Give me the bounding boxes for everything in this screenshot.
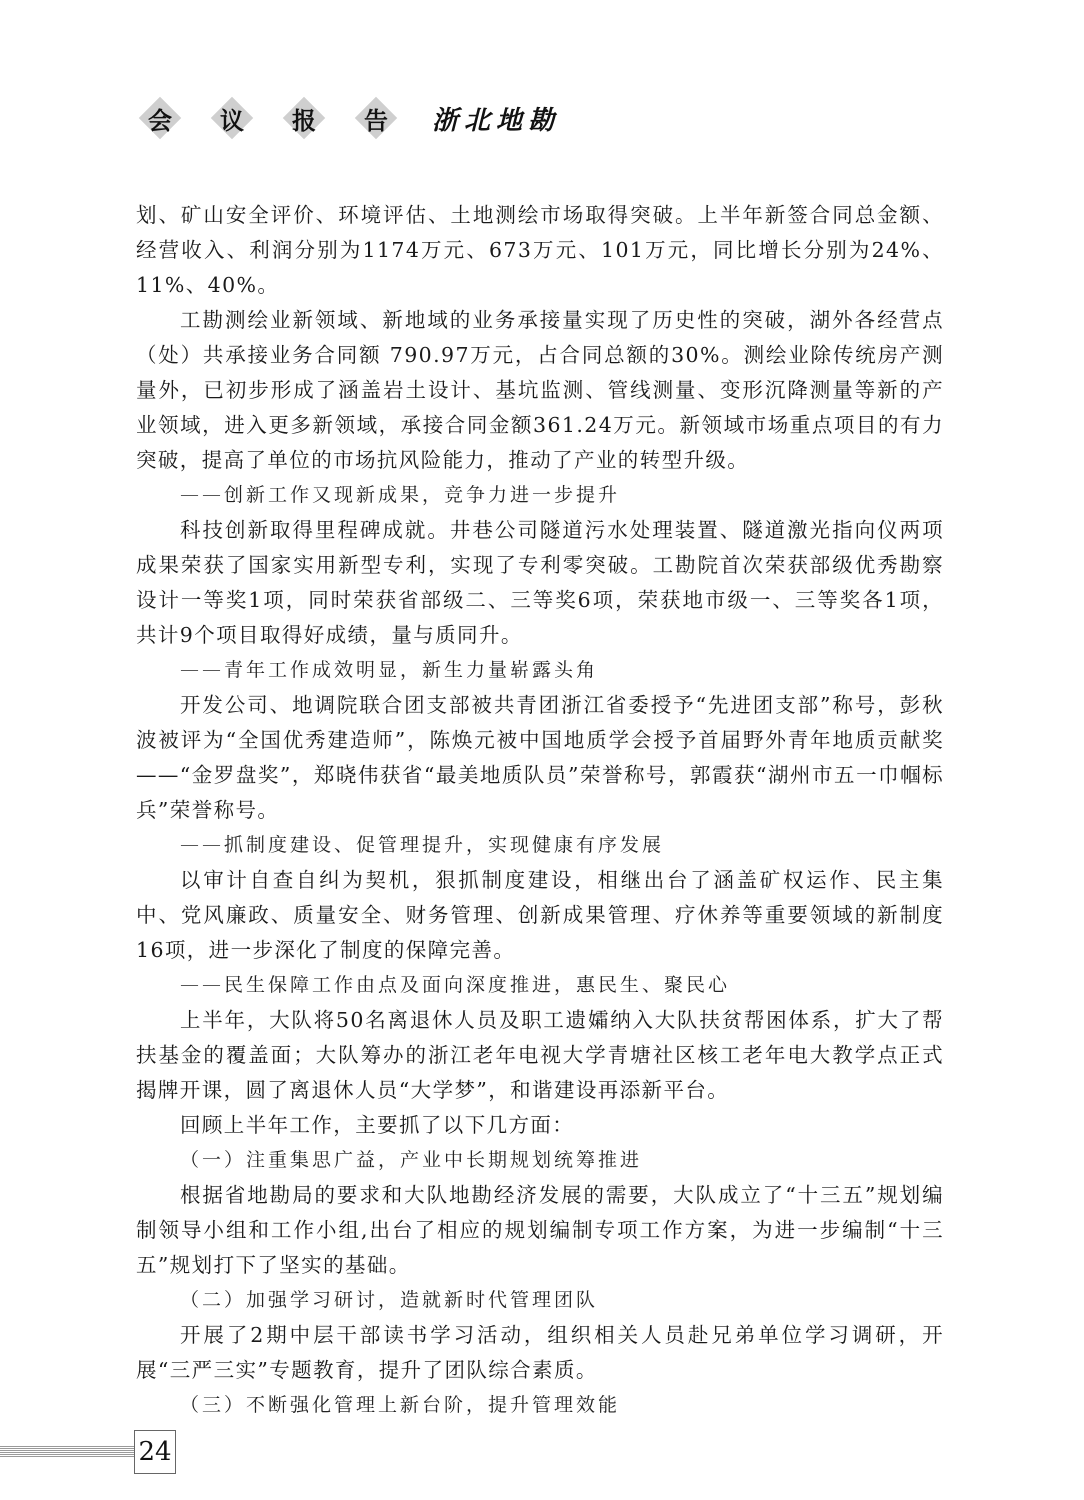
subheading: （一）注重集思广益，产业中长期规划统筹推进 bbox=[180, 1149, 643, 1171]
subheading: ——抓制度建设、促管理提升，实现健康有序发展 bbox=[180, 834, 665, 856]
header-char-1 bbox=[140, 98, 180, 138]
header-char-text: 会 bbox=[148, 106, 172, 135]
header-char-4 bbox=[356, 98, 396, 138]
paragraph: 上半年，大队将50名离退休人员及职工遗孀纳入大队扶贫帮困体系，扩大了帮扶基金的覆盖面；大队筹办的浙江老年电视大学青塘社区核工老年电大教学点正式揭牌开课，圆了离退休人员“大学梦”，和谐建设再添新平台。 bbox=[136, 1008, 944, 1102]
paragraph: 开展了2期中层干部读书学习活动，组织相关人员赴兄弟单位学习调研，开展“三严三实”专题教育，提升了团队综合素质。 bbox=[136, 1323, 944, 1382]
paragraph: 回顾上半年工作，主要抓了以下几方面： bbox=[180, 1113, 575, 1137]
paragraph: 工勘测绘业新领域、新地域的业务承接量实现了历史性的突破，湖外各经营点（处）共承接业务合同额 790.97万元，占合同总额的30%。测绘业除传统房产测量外，已初步形成了涵盖岩土设计、基坑监测、管线测量、变形沉降测量等新的产业领域，进入更多新领域，承接合同金额361.24万元。新领域市场重点项目的有力突破，提高了单位的市场抗风险能力，推动了产业的转型升级。 bbox=[136, 308, 944, 472]
paragraph: 以审计自查自纠为契机，狠抓制度建设，相继出台了涵盖矿权运作、民主集中、党风廉政、质量安全、财务管理、创新成果管理、疗休养等重要领域的新制度16项，进一步深化了制度的保障完善。 bbox=[136, 868, 944, 962]
paragraph: 开发公司、地调院联合团支部被共青团浙江省委授予“先进团支部”称号，彭秋波被评为“全国优秀建造师”，陈焕元被中国地质学会授予首届野外青年地质贡献奖——“金罗盘奖”，郑晓伟获省“最美地质队员”荣誉称号，郭霞获“湖州市五一巾帼标兵”荣誉称号。 bbox=[136, 693, 944, 822]
footer-rule bbox=[0, 1446, 134, 1458]
subheading: ——青年工作成效明显，新生力量崭露头角 bbox=[180, 659, 599, 681]
subheading: （三）不断强化管理上新台阶，提升管理效能 bbox=[180, 1394, 621, 1416]
article-body bbox=[136, 198, 944, 1423]
paragraph: 根据省地勘局的要求和大队地勘经济发展的需要，大队成立了“十三五”规划编制领导小组和工作小组,出台了相应的规划编制专项工作方案，为进一步编制“十三五”规划打下了坚实的基础。 bbox=[136, 1183, 944, 1277]
header-char-2 bbox=[212, 98, 252, 138]
header-char-text: 议 bbox=[220, 106, 244, 135]
page-header bbox=[140, 98, 560, 138]
header-char-text: 告 bbox=[364, 106, 388, 135]
subheading: ——创新工作又现新成果，竞争力进一步提升 bbox=[180, 484, 621, 506]
brand-title: 浙北地勘 bbox=[432, 105, 561, 136]
paragraph: 划、矿山安全评价、环境评估、土地测绘市场取得突破。上半年新签合同总金额、经营收入、利润分别为1174万元、673万元、101万元，同比增长分别为24%、11%、40%。 bbox=[136, 203, 944, 297]
subheading: ——民生保障工作由点及面向深度推进，惠民生、聚民心 bbox=[180, 974, 731, 996]
header-char-text: 报 bbox=[292, 106, 316, 135]
paragraph: 科技创新取得里程碑成就。井巷公司隧道污水处理装置、隧道激光指向仪两项成果荣获了国家实用新型专利，实现了专利零突破。工勘院首次荣获部级优秀勘察设计一等奖1项，同时荣获省部级二、三等奖6项，荣获地市级一、三等奖各1项，共计9个项目取得好成绩，量与质同升。 bbox=[136, 518, 944, 647]
page-number: 24 bbox=[134, 1430, 176, 1474]
subheading: （二）加强学习研讨，造就新时代管理团队 bbox=[180, 1289, 599, 1311]
header-char-3 bbox=[284, 98, 324, 138]
